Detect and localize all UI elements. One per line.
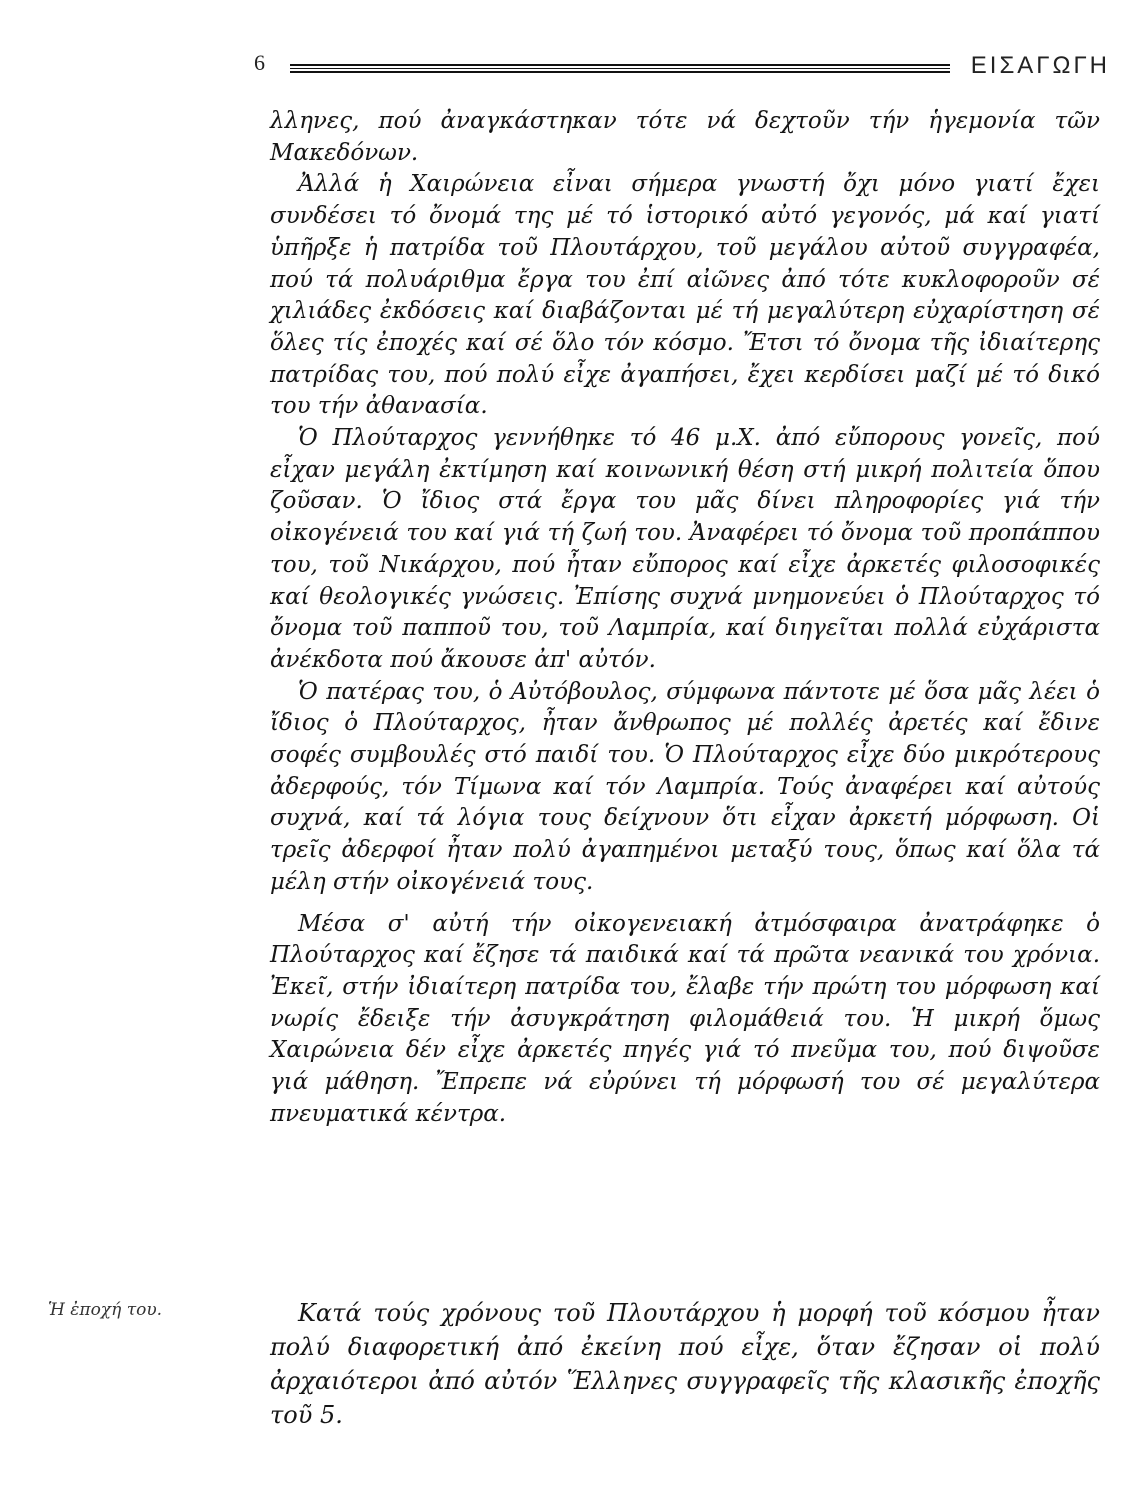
final-text	[270, 1296, 1100, 1432]
section-title: ΕΙΣΑΓΩΓΗ	[970, 52, 1110, 79]
paragraph: Ἀλλά ἡ Χαιρώνεια εἶναι σήμερα γνωστή ὄχι μόνο γιατί ἔχει συνδέσει τό ὄνομά της μέ τό ἱστορικό αὐτό γεγονός, μά καί γιατί ὑπῆρξε ἡ πατρίδα τοῦ Πλουτάρχου, τοῦ μεγάλου αὐτοῦ συγγραφέα, πού τά πολυάριθμα ἔργα του ἐπί αἰῶνες ἀπό τότε κυκλοφοροῦν σέ χιλιάδες ἐκδόσεις καί διαβάζονται μέ τή μεγαλύτερη εὐχαρίστηση σέ ὅλες τίς ἐποχές καί σέ ὅλο τόν κόσμο. Ἔτσι τό ὄνομα τῆς ἰδιαίτερης πατρίδας του, πού πολύ εἶχε ἀγαπήσει, ἔχει κερδίσει μαζί μέ τό δικό του τήν ἀθανασία.	[270, 171, 1100, 420]
page-number: 6	[254, 50, 265, 75]
paragraph: Ὁ Πλούταρχος γεννήθηκε τό 46 μ.Χ. ἀπό εὔπορους γονεῖς, πού εἶχαν μεγάλη ἐκτίμηση καί κοινωνική θέση στή μικρή πολιτεία ὅπου ζοῦσαν. Ὁ ἴδιος στά ἔργα του μᾶς δίνει πληροφορίες γιά τήν οἰκογένειά του καί γιά τή ζωή του. Ἀναφέρει τό ὄνομα τοῦ προπάππου του, τοῦ Νικάρχου, πού ἦταν εὔπορος καί εἶχε ἀρκετές φιλοσοφικές καί θεολογικές γνώσεις. Ἐπίσης συχνά μνημονεύει ὁ Πλούταρχος τό ὄνομα τοῦ παπποῦ του, τοῦ Λαμπρία, καί διηγεῖται πολλά εὐχάριστα ἀνέκδοτα πού ἄκουσε ἀπ' αὐτόν.	[270, 425, 1100, 673]
running-header	[248, 48, 1110, 88]
paragraph: Κατά τούς χρόνους τοῦ Πλουτάρχου ἡ μορφή τοῦ κόσμου ἦταν πολύ διαφορετική ἀπό ἐκείνη πού εἶχε, ὅταν ἔζησαν οἱ πολύ ἀρχαιότεροι ἀπό αὐτόν Ἕλληνες συγγραφεῖς τῆς κλασικῆς ἐποχῆς τοῦ 5.	[270, 1299, 1100, 1429]
paragraph-continued: λληνες, πού ἀναγκάστηκαν τότε νά δεχτοῦν τήν ἡγεμονία τῶν Μακεδόνων.	[270, 108, 1100, 166]
main-text	[270, 106, 1100, 1131]
paragraph: Μέσα σ' αὐτή τήν οἰκογενειακή ἀτμόσφαιρα ἀνατράφηκε ὁ Πλούταρχος καί ἔζησε τά παιδικά καί τά πρῶτα νεανικά του χρόνια. Ἐκεῖ, στήν ἰδιαίτερη πατρίδα του, ἔλαβε τήν πρώτη του μόρφωση καί νωρίς ἔδειξε τήν ἀσυγκράτηση φιλομάθειά του. Ἡ μικρή ὅμως Χαιρώνεια δέν εἶχε ἀρκετές πηγές γιά τό πνεῦμα του, πού διψοῦσε γιά μάθηση. Ἔπρεπε νά εὐρύνει τή μόρφωσή του σέ μεγαλύτερα πνευματικά κέντρα.	[270, 910, 1100, 1127]
paragraph-gap	[270, 899, 1100, 909]
paragraph: Ὁ πατέρας του, ὁ Αὐτόβουλος, σύμφωνα πάντοτε μέ ὅσα μᾶς λέει ὁ ἴδιος ὁ Πλούταρχος, ἦταν ἄνθρωπος μέ πολλές ἀρετές καί ἔδινε σοφές συμβουλές στό παιδί του. Ὁ Πλούταρχος εἶχε δύο μικρότερους ἀδερφούς, τόν Τίμωνα καί τόν Λαμπρία. Τούς ἀναφέρει καί αὐτούς συχνά, καί τά λόγια τους δείχνουν ὅτι εἶχαν ἀρκετή μόρφωση. Οἱ τρεῖς ἀδερφοί ἦταν πολύ ἀγαπημένοι μεταξύ τους, ὅπως καί ὅλα τά μέλη στήν οἰκογένειά τους.	[270, 678, 1100, 895]
header-rule	[290, 64, 950, 73]
margin-note: Ἡ ἐποχή του.	[48, 1300, 163, 1320]
